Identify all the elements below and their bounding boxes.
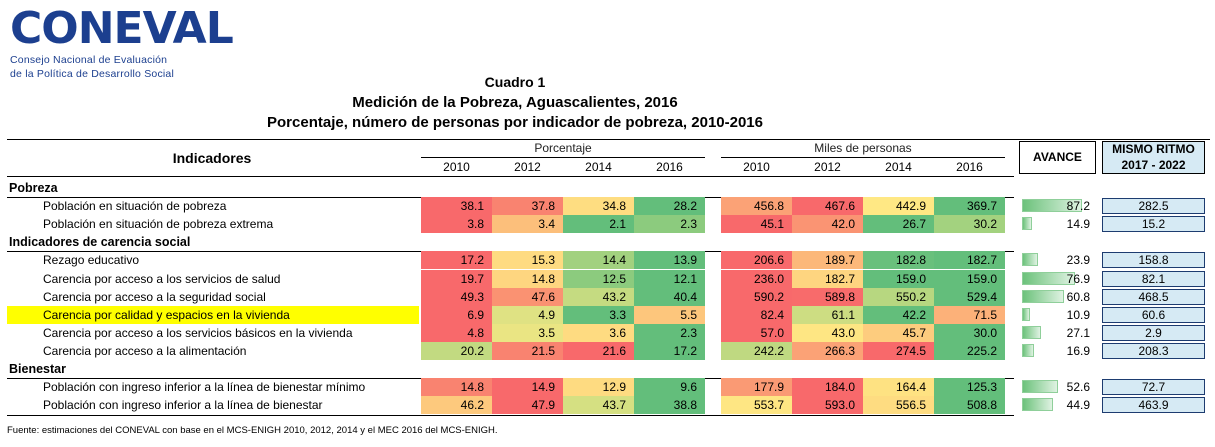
pct-cell: 12.5 xyxy=(563,270,634,288)
pct-cell: 14.8 xyxy=(421,378,492,396)
miles-cell: 593.0 xyxy=(792,396,863,414)
row-label: Carencia por calidad y espacios en la vivienda xyxy=(7,306,419,324)
table-titles xyxy=(0,73,1030,133)
miles-cell: 529.4 xyxy=(934,288,1005,306)
miles-cell: 182.7 xyxy=(792,270,863,288)
miles-cell: 590.2 xyxy=(721,288,792,306)
year-header-miles: 2010 xyxy=(743,160,770,174)
avance-cell xyxy=(1019,288,1096,306)
miles-cell: 177.9 xyxy=(721,378,792,396)
miles-cell: 42.0 xyxy=(792,215,863,233)
header-mismo-ritmo: MISMO RITMO xyxy=(1112,142,1195,156)
avance-cell xyxy=(1019,215,1096,233)
section-heading: Indicadores de carencia social xyxy=(9,235,191,250)
year-header-pct: 2016 xyxy=(656,160,683,174)
miles-cell: 159.0 xyxy=(934,270,1005,288)
avance-bar xyxy=(1022,380,1058,393)
avance-cell xyxy=(1019,306,1096,324)
pct-cell: 13.9 xyxy=(634,251,705,269)
miles-cell: 236.0 xyxy=(721,270,792,288)
pct-cell: 47.9 xyxy=(492,396,563,414)
miles-cell: 159.0 xyxy=(863,270,934,288)
section-heading: Pobreza xyxy=(9,181,58,195)
mismo-ritmo-value: 463.9 xyxy=(1102,397,1205,413)
mismo-ritmo-value: 2.9 xyxy=(1102,325,1205,341)
mismo-ritmo-value: 158.8 xyxy=(1102,252,1205,268)
row-label: Población con ingreso inferior a la línea de bienestar xyxy=(43,398,323,413)
avance-value: 87.2 xyxy=(1066,199,1090,214)
avance-bar xyxy=(1022,308,1030,321)
miles-cell: 26.7 xyxy=(863,215,934,233)
logo-subtitle-1: Consejo Nacional de Evaluación xyxy=(10,54,168,66)
pct-cell: 47.6 xyxy=(492,288,563,306)
pct-cell: 14.8 xyxy=(492,270,563,288)
pct-cell: 12.9 xyxy=(563,378,634,396)
miles-cell: 225.2 xyxy=(934,342,1005,360)
pct-cell: 4.9 xyxy=(492,306,563,324)
avance-value: 10.9 xyxy=(1066,307,1090,322)
header-miles-de-personas: Miles de personas xyxy=(814,141,912,155)
pct-cell: 6.9 xyxy=(421,306,492,324)
pct-cell: 15.3 xyxy=(492,251,563,269)
mismo-ritmo-value: 15.2 xyxy=(1102,216,1205,232)
avance-bar xyxy=(1022,253,1038,266)
avance-value: 27.1 xyxy=(1066,325,1090,340)
row-label: Carencia por acceso a los servicios básicos en la vivienda xyxy=(43,325,353,340)
avance-cell xyxy=(1019,324,1096,342)
avance-value: 16.9 xyxy=(1066,343,1090,358)
year-header-miles: 2012 xyxy=(814,160,841,174)
year-header-miles: 2016 xyxy=(956,160,983,174)
pct-cell: 3.4 xyxy=(492,215,563,233)
miles-cell: 206.6 xyxy=(721,251,792,269)
title-cuadro: Cuadro 1 xyxy=(484,74,546,90)
miles-cell: 164.4 xyxy=(863,378,934,396)
avance-cell xyxy=(1019,378,1096,396)
miles-cell: 369.7 xyxy=(934,197,1005,215)
pct-cell: 3.5 xyxy=(492,324,563,342)
title-main: Medición de la Pobreza, Aguascalientes, 2016 xyxy=(352,94,678,111)
avance-value: 60.8 xyxy=(1066,289,1090,304)
pct-cell: 40.4 xyxy=(634,288,705,306)
mismo-ritmo-value: 468.5 xyxy=(1102,289,1205,305)
pct-cell: 5.5 xyxy=(634,306,705,324)
header-indicadores: Indicadores xyxy=(172,150,252,166)
header-porcentaje: Porcentaje xyxy=(534,141,592,155)
pct-cell: 2.3 xyxy=(634,215,705,233)
logo-subtitle-2: de la Política de Desarrollo Social xyxy=(10,68,174,80)
year-header-pct: 2010 xyxy=(443,160,470,174)
mismo-ritmo-value: 60.6 xyxy=(1102,307,1205,323)
miles-cell: 45.1 xyxy=(721,215,792,233)
avance-cell xyxy=(1019,270,1096,288)
header-avance: AVANCE xyxy=(1033,150,1082,164)
pct-cell: 2.3 xyxy=(634,324,705,342)
miles-cell: 82.4 xyxy=(721,306,792,324)
logo-wordmark: CONEVAL xyxy=(10,3,233,54)
pct-cell: 3.3 xyxy=(563,306,634,324)
pct-cell: 21.6 xyxy=(563,342,634,360)
miles-cell: 553.7 xyxy=(721,396,792,414)
avance-bar xyxy=(1022,326,1041,339)
row-label: Carencia por acceso a la alimentación xyxy=(43,343,247,358)
pct-cell: 43.2 xyxy=(563,288,634,306)
header-bottom-rule xyxy=(7,176,1014,177)
pct-cell: 4.8 xyxy=(421,324,492,342)
miles-cell: 125.3 xyxy=(934,378,1005,396)
miles-cell: 274.5 xyxy=(863,342,934,360)
pct-cell: 46.2 xyxy=(421,396,492,414)
year-header-pct: 2012 xyxy=(514,160,541,174)
row-label: Rezago educativo xyxy=(43,253,140,268)
miles-cell: 61.1 xyxy=(792,306,863,324)
avance-value: 44.9 xyxy=(1066,398,1090,413)
pct-cell: 20.2 xyxy=(421,342,492,360)
row-label: Población en situación de pobreza extrema xyxy=(43,217,274,232)
avance-bar xyxy=(1022,344,1034,357)
miles-cell: 508.8 xyxy=(934,396,1005,414)
row-label: Carencia por acceso a la seguridad social xyxy=(43,289,266,304)
pct-cell: 14.4 xyxy=(563,251,634,269)
pct-cell: 37.8 xyxy=(492,197,563,215)
pct-cell: 9.6 xyxy=(634,378,705,396)
pct-cell: 43.7 xyxy=(563,396,634,414)
miles-group-rule xyxy=(721,157,1005,158)
miles-cell: 456.8 xyxy=(721,197,792,215)
mismo-ritmo-value: 282.5 xyxy=(1102,198,1205,214)
pct-cell: 3.8 xyxy=(421,215,492,233)
miles-cell: 42.2 xyxy=(863,306,934,324)
pct-cell: 17.2 xyxy=(421,251,492,269)
avance-cell xyxy=(1019,342,1096,360)
avance-value: 52.6 xyxy=(1066,380,1090,395)
mismo-ritmo-value: 208.3 xyxy=(1102,343,1205,359)
avance-cell xyxy=(1019,197,1096,215)
pct-cell: 38.8 xyxy=(634,396,705,414)
miles-cell: 45.7 xyxy=(863,324,934,342)
miles-cell: 266.3 xyxy=(792,342,863,360)
miles-cell: 189.7 xyxy=(792,251,863,269)
avance-bar xyxy=(1022,398,1053,411)
miles-cell: 556.5 xyxy=(863,396,934,414)
year-header-pct: 2014 xyxy=(585,160,612,174)
miles-cell: 57.0 xyxy=(721,324,792,342)
miles-cell: 242.2 xyxy=(721,342,792,360)
avance-cell xyxy=(1019,396,1096,414)
coneval-logo xyxy=(10,3,233,80)
table-top-rule xyxy=(7,139,1210,140)
pct-cell: 12.1 xyxy=(634,270,705,288)
miles-cell: 467.6 xyxy=(792,197,863,215)
header-periodo: 2017 - 2022 xyxy=(1121,158,1186,172)
mismo-ritmo-value: 72.7 xyxy=(1102,379,1205,395)
avance-bar xyxy=(1022,290,1064,303)
pct-cell: 2.1 xyxy=(563,215,634,233)
avance-value: 23.9 xyxy=(1066,253,1090,268)
pct-cell: 34.8 xyxy=(563,197,634,215)
miles-cell: 182.7 xyxy=(934,251,1005,269)
row-label: Población con ingreso inferior a la línea de bienestar mínimo xyxy=(43,380,366,395)
miles-cell: 30.2 xyxy=(934,215,1005,233)
pct-cell: 14.9 xyxy=(492,378,563,396)
miles-cell: 184.0 xyxy=(792,378,863,396)
mismo-ritmo-value: 82.1 xyxy=(1102,271,1205,287)
miles-cell: 43.0 xyxy=(792,324,863,342)
porcentaje-group-rule xyxy=(421,157,705,158)
row-label: Carencia por acceso a los servicios de salud xyxy=(43,271,281,286)
section-heading: Bienestar xyxy=(9,362,66,376)
pct-cell: 21.5 xyxy=(492,342,563,360)
pct-cell: 38.1 xyxy=(421,197,492,215)
title-sub: Porcentaje, número de personas por indicador de pobreza, 2010-2016 xyxy=(267,114,763,131)
source-footnote: Fuente: estimaciones del CONEVAL con base en el MCS-ENIGH 2010, 2012, 2014 y el MEC 2016 del MCS-ENIGH. xyxy=(7,425,498,436)
pct-cell: 3.6 xyxy=(563,324,634,342)
avance-value: 76.9 xyxy=(1066,271,1090,286)
year-header-miles: 2014 xyxy=(885,160,912,174)
miles-cell: 442.9 xyxy=(863,197,934,215)
pct-cell: 19.7 xyxy=(421,270,492,288)
miles-cell: 71.5 xyxy=(934,306,1005,324)
row-label: Población en situación de pobreza xyxy=(43,199,227,214)
miles-cell: 550.2 xyxy=(863,288,934,306)
pct-cell: 28.2 xyxy=(634,197,705,215)
miles-cell: 182.8 xyxy=(863,251,934,269)
table-bottom-rule xyxy=(7,415,1014,416)
pct-cell: 49.3 xyxy=(421,288,492,306)
miles-cell: 589.8 xyxy=(792,288,863,306)
pct-cell: 17.2 xyxy=(634,342,705,360)
poverty-table xyxy=(7,139,1210,420)
miles-cell: 30.0 xyxy=(934,324,1005,342)
avance-value: 14.9 xyxy=(1066,217,1090,232)
avance-cell xyxy=(1019,251,1096,269)
avance-bar xyxy=(1022,217,1032,230)
